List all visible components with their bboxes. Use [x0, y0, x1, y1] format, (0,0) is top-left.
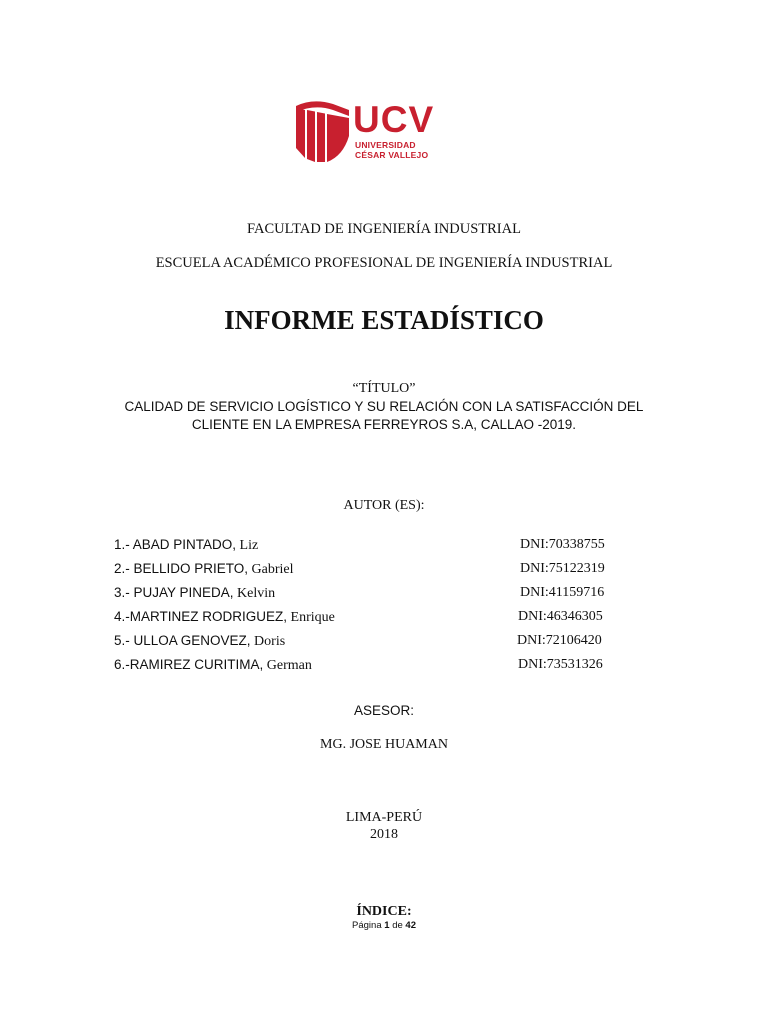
thesis-title-line-1: CALIDAD DE SERVICIO LOGÍSTICO Y SU RELACIÓN CON LA SATISFACCIÓN DEL — [124, 399, 644, 414]
author-dni: DNI:70338755 — [520, 537, 605, 552]
title-label: “TÍTULO” — [352, 381, 416, 396]
logo-subtitle-university: UNIVERSIDAD — [355, 140, 416, 150]
logo-wordmark: UCV — [353, 99, 435, 140]
author-name: 5.- ULLOA GENOVEZ, Doris — [114, 633, 286, 649]
city-line: LIMA-PERÚ — [345, 810, 423, 825]
author-name: 4.-MARTINEZ RODRIGUEZ, Enrique — [114, 609, 335, 625]
total-pages: 42 — [405, 920, 416, 931]
author-name: 1.- ABAD PINTADO, Liz — [114, 537, 259, 553]
index-heading: ÍNDICE: — [356, 904, 412, 919]
author-dni: DNI:75122319 — [520, 561, 605, 576]
author-row — [114, 584, 634, 604]
author-dni: DNI:41159716 — [520, 585, 605, 600]
author-name: 3.- PUJAY PINEDA, Kelvin — [114, 585, 276, 601]
report-title: INFORME ESTADÍSTICO — [224, 305, 544, 335]
page-number-footer — [0, 920, 768, 932]
author-row — [114, 656, 634, 676]
thesis-title-line-2: CLIENTE EN LA EMPRESA FERREYROS S.A, CALLAO -2019. — [191, 417, 577, 432]
author-name: 6.-RAMIREZ CURITIMA, German — [114, 657, 312, 673]
faculty-heading: FACULTAD DE INGENIERÍA INDUSTRIAL — [247, 221, 521, 237]
author-row — [114, 560, 634, 580]
of-word: de — [392, 920, 403, 931]
author-dni: DNI:72106420 — [517, 633, 602, 648]
authors-label: AUTOR (ES): — [343, 498, 425, 513]
year-line: 2018 — [370, 827, 398, 842]
author-dni: DNI:73531326 — [518, 657, 603, 672]
author-dni: DNI:46346305 — [518, 609, 603, 624]
author-row — [114, 536, 634, 556]
author-name: 2.- BELLIDO PRIETO, Gabriel — [114, 561, 294, 577]
page-word: Página — [352, 920, 382, 931]
author-row — [114, 632, 634, 652]
ucv-emblem-icon — [293, 96, 353, 172]
author-row — [114, 608, 634, 628]
school-heading: ESCUELA ACADÉMICO PROFESIONAL DE INGENIERÍA INDUSTRIAL — [155, 255, 613, 271]
ucv-logo — [293, 96, 433, 172]
current-page: 1 — [384, 920, 390, 931]
advisor-name: MG. JOSE HUAMAN — [320, 737, 448, 752]
advisor-label: ASESOR: — [353, 703, 415, 718]
logo-subtitle-name: CÉSAR VALLEJO — [355, 150, 429, 160]
